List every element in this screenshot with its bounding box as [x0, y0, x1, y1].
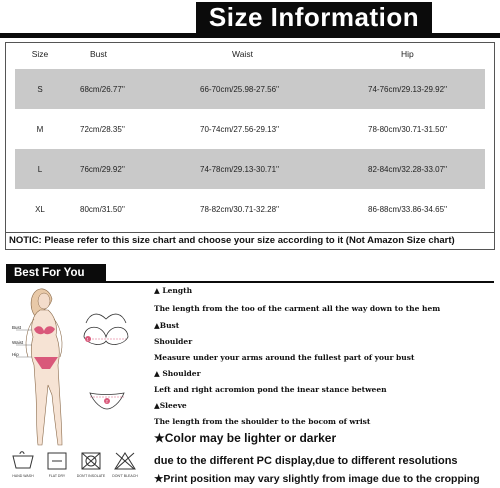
hip-cell: 82-84cm/32.28-33.07''	[368, 164, 448, 174]
size-cell: XL	[35, 204, 45, 214]
hip-figure-label: Hip	[12, 352, 19, 357]
waist-cell: 74-78cm/29.13-30.71''	[200, 164, 280, 174]
table-row	[15, 189, 485, 229]
col-size: Size	[31, 49, 49, 59]
page-title: Size Information	[196, 2, 432, 33]
note-bust-text: Measure under your arms around the fullest part of your bust	[154, 353, 415, 362]
note-length-text: The length from the too of the carment all the way down to the hem	[154, 304, 441, 313]
bikini-bottom-diagram	[90, 393, 124, 409]
hand-wash-label: HAND WASH	[12, 474, 34, 478]
note-shoulder-text: Left and right acromion pond the inear stance between	[154, 385, 387, 394]
bust-cell: 72cm/28.35''	[80, 124, 125, 134]
note-bust-heading: ▲Bust	[154, 321, 180, 330]
svg-text:2: 2	[105, 398, 108, 404]
table-row	[15, 69, 485, 109]
waist-cell: 70-74cm/27.56-29.13''	[200, 124, 280, 134]
size-cell: M	[36, 124, 44, 134]
illustration-panel	[6, 285, 146, 485]
bust-figure-label: Bust	[12, 325, 22, 330]
note-sleeve-text: The length from the shoulder to the bocom of wrist	[154, 417, 371, 426]
size-notice: NOTIC: Please refer to this size chart and choose your size according to it (Not Amazon Size chart)	[6, 232, 494, 249]
col-waist: Waist	[232, 49, 253, 59]
title-divider	[0, 33, 500, 38]
color-disclaimer: ★Color may be lighter or darker	[154, 431, 337, 445]
note-shoulder-heading: ▲ Shoulder	[154, 369, 201, 378]
hip-cell: 74-76cm/29.13-29.92''	[368, 84, 448, 94]
bust-cell: 80cm/31.50''	[80, 204, 125, 214]
waist-cell: 78-82cm/30.71-32.28''	[200, 204, 280, 214]
size-table	[5, 42, 495, 250]
note-shoulder-label: Shoulder	[154, 337, 193, 346]
hand-wash-icon	[10, 450, 36, 484]
display-disclaimer: due to the different PC display,due to different resolutions	[154, 455, 458, 467]
note-length-heading: ▲ Length	[154, 286, 193, 295]
dont-insolate-label: DON'T INSOLATE	[76, 474, 106, 478]
bust-cell: 68cm/26.77''	[80, 84, 125, 94]
print-disclaimer: ★Print position may vary slightly from image due to the cropping	[154, 473, 480, 485]
dont-bleach-label: DON'T BLEACH	[112, 474, 138, 478]
best-for-you-label: Best For You	[6, 264, 106, 283]
waist-cell: 66-70cm/25.98-27.56''	[200, 84, 280, 94]
hip-cell: 86-88cm/33.86-34.65''	[368, 204, 448, 214]
table-header	[6, 43, 494, 65]
size-cell: S	[37, 84, 43, 94]
col-bust: Bust	[90, 49, 108, 59]
flat-dry-label: FLAT DRY	[48, 474, 66, 478]
col-hip: Hip	[401, 49, 414, 59]
bikini-top-diagram	[84, 314, 128, 344]
hip-cell: 78-80cm/30.71-31.50''	[368, 124, 448, 134]
care-icons	[6, 450, 146, 484]
model-figure	[6, 285, 146, 450]
best-for-you-divider	[6, 281, 494, 283]
table-row	[15, 149, 485, 189]
note-sleeve-heading: ▲Sleeve	[154, 401, 187, 410]
bust-cell: 76cm/29.92''	[80, 164, 125, 174]
table-row	[15, 109, 485, 149]
dont-bleach-icon	[112, 450, 138, 484]
waist-figure-label: Waist	[12, 340, 24, 345]
dont-insolate-icon	[78, 450, 104, 484]
svg-text:1: 1	[86, 336, 89, 342]
size-cell: L	[37, 164, 43, 174]
flat-dry-icon	[44, 450, 70, 484]
